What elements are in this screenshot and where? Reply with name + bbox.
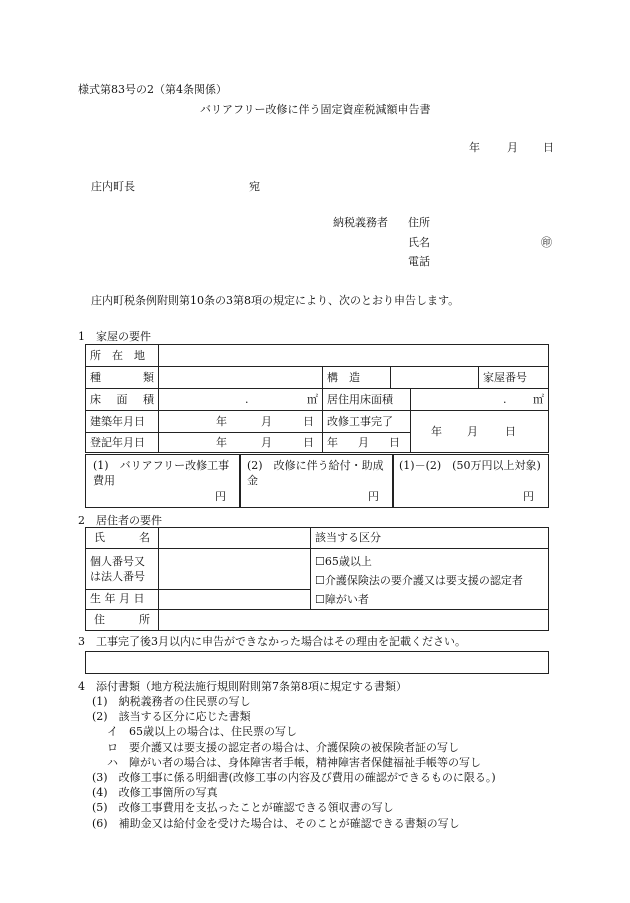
list-item: (4) 改修工事箇所の写真 [92,786,218,800]
year-label: 年 [216,414,227,428]
taxpayer-phone-label: 電話 [408,255,430,268]
delay-reason-field[interactable] [85,651,549,674]
list-item: (5) 改修工事費用を支払ったことが確認できる領収書の写し [92,801,394,815]
year-label: 年 [216,435,227,449]
category-options [311,549,549,610]
house-no-label: 家屋番号 [479,367,549,389]
attachments-list [92,694,496,831]
seal-mark: ㊞ [541,236,552,249]
list-item: (6) 補助金又は給付金を受けた場合は、そのことが確認できる書類の写し [92,816,460,830]
date-year-label: 年 [469,141,480,154]
section4-heading: 4 添付書類（地方税法施行規則附則第7条第8項に規定する書類） [78,680,407,693]
id-number-label: 個人番号又は法人番号 [86,549,159,590]
day-label: 日 [505,424,516,438]
year-label: 年 [431,424,442,438]
improvement-cost-label: (1) バリアフリー改修工事費用 [93,459,230,487]
form-number: 様式第83号の2（第4条関係） [78,83,227,96]
list-item: (3) 改修工事に係る明細書(改修工事の内容及び費用の確認ができるものに限る。) [92,770,496,784]
section3-heading: 3 工事完了後3月以内に申告ができなかった場合はその理由を記載ください。 [78,635,466,648]
residential-area-field[interactable] [411,389,549,411]
sqm-unit: ㎡ [307,392,318,406]
date-day-label: 日 [543,141,554,154]
resident-name-field[interactable] [159,528,311,549]
kind-field[interactable] [159,367,323,389]
floor-area-field[interactable] [159,389,323,411]
completion-label: 改修工事完了 [323,411,411,433]
resident-name-label: 氏 名 [86,528,159,549]
category-header: 該当する区分 [311,528,549,549]
built-date-field[interactable] [159,411,323,433]
resident-address-field[interactable] [159,610,549,631]
resident-address-label: 住 所 [86,610,159,631]
list-item: (2) 該当する区分に応じた書類 [92,710,251,724]
registered-date-field[interactable] [159,433,323,453]
net-cost-cell[interactable] [392,454,549,508]
yen-unit: 円 [368,490,379,503]
subsidy-label: (2) 改修に伴う給付・助成金 [247,459,384,487]
section1-heading: 1 家屋の要件 [78,330,151,343]
option-age-65[interactable]: ☐65歳以上 [315,555,372,568]
list-item: (1) 納税義務者の住民票の写し [92,695,251,708]
month-label: 月 [261,435,272,449]
improvement-cost-cell[interactable] [85,454,241,508]
month-label: 月 [261,414,272,428]
option-disability[interactable]: ☐障がい者 [315,593,369,606]
registered-date-label: 登記年月日 [86,433,159,453]
addressee-suffix: 宛 [249,180,260,193]
taxpayer-address-label: 住所 [408,216,430,229]
option-care-certified[interactable]: ☐介護保険法の要介護又は要支援の認定者 [315,574,523,587]
subsidy-cell[interactable] [239,454,394,508]
day-label: 日 [389,435,400,449]
resident-requirements-table [85,527,549,631]
built-date-label: 建築年月日 [86,411,159,433]
location-field[interactable] [159,345,549,367]
taxpayer-label: 納税義務者 [333,216,388,229]
list-item: ロ 要介護又は要支援の認定者の場合は、介護保険の被保険者証の写し [96,740,459,754]
birth-date-field[interactable] [159,589,311,609]
location-label: 所 在 地 [86,345,159,367]
intro-text: 庄内町税条例附則第10条の3第8項の規定により、次のとおり申告します。 [91,294,460,307]
month-label: 月 [358,435,369,449]
floor-area-label: 床 面 積 [86,389,159,411]
form-title: バリアフリー改修に伴う固定資産税減額申告書 [200,103,431,116]
day-label: 日 [303,435,314,449]
completion-ymd-labels [323,433,411,453]
taxpayer-name-label: 氏名 [408,236,430,249]
section2-heading: 2 居住者の要件 [78,514,162,527]
list-item: イ 65歳以上の場合は、住民票の写し [96,725,297,739]
day-label: 日 [303,414,314,428]
completion-date-field[interactable] [411,411,549,453]
decimal-point: . [503,392,507,406]
birth-date-label: 生 年 月 日 [86,589,159,609]
structure-field[interactable] [391,367,479,389]
addressee-name: 庄内町長 [91,180,135,193]
house-requirements-table [85,344,549,453]
yen-unit: 円 [523,490,534,503]
year-label: 年 [327,435,338,449]
month-label: 月 [467,424,478,438]
kind-label: 種 類 [86,367,159,389]
decimal-point: . [245,392,249,406]
date-month-label: 月 [507,141,518,154]
id-number-field[interactable] [159,549,311,590]
yen-unit: 円 [215,490,226,503]
residential-area-label: 居住用床面積 [323,389,411,411]
net-cost-label: (1)－(2) (50万円以上対象) [399,459,541,472]
sqm-unit: ㎡ [533,392,544,406]
structure-label: 構 造 [323,367,391,389]
list-item: ハ 障がい者の場合は、身体障害者手帳，精神障害者保健福祉手帳等の写し [96,755,481,769]
